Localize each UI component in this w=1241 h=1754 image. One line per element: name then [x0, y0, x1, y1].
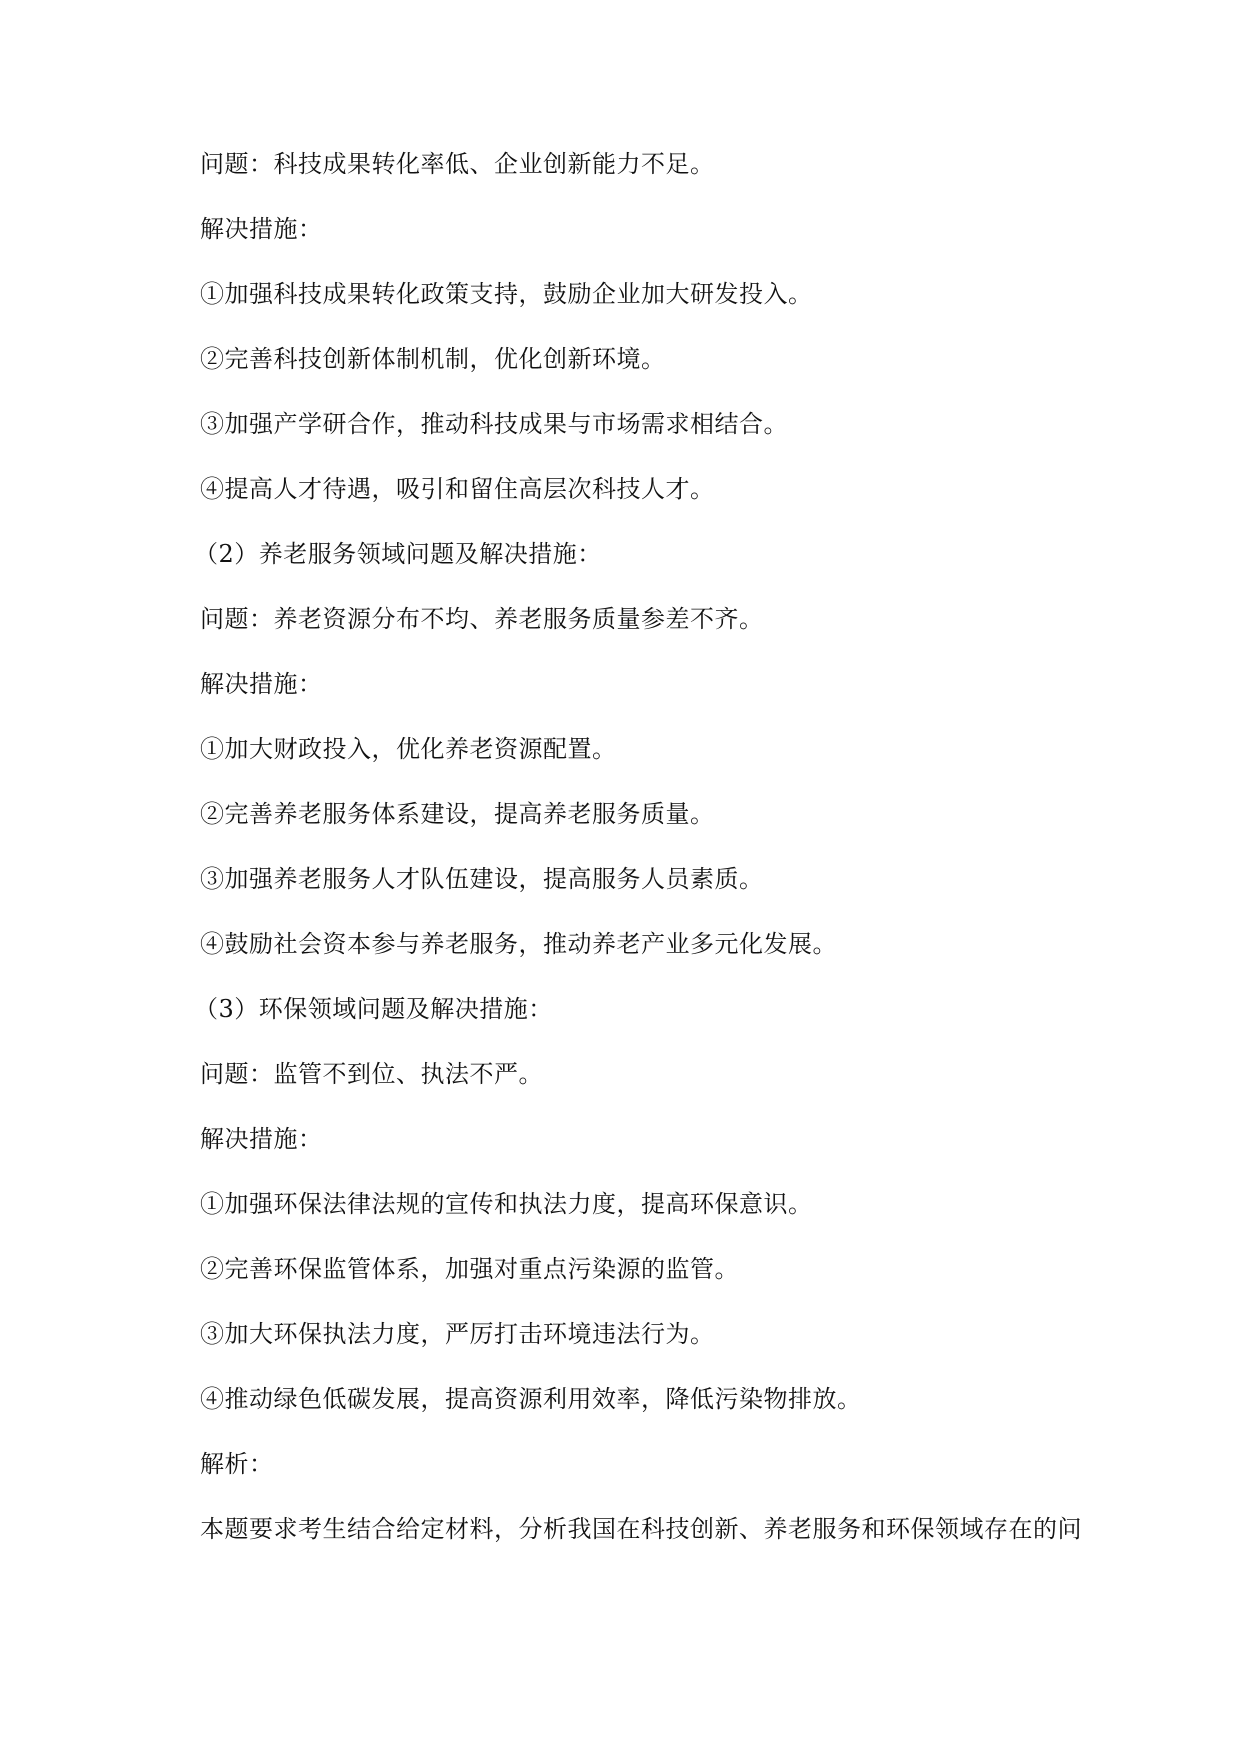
problem-elderly: 问题：养老资源分布不均、养老服务质量参差不齐。 [200, 605, 764, 633]
measure-tech-1: ①加强科技成果转化政策支持，鼓励企业加大研发投入。 [200, 280, 813, 308]
measure-tech-2: ②完善科技创新体制机制，优化创新环境。 [200, 345, 666, 373]
measure-tech-3: ③加强产学研合作，推动科技成果与市场需求相结合。 [200, 410, 788, 438]
measure-environment-3: ③加大环保执法力度，严厉打击环境违法行为。 [200, 1320, 715, 1348]
section-heading-environment: （3）环保领域问题及解决措施： [194, 995, 553, 1023]
problem-tech: 问题：科技成果转化率低、企业创新能力不足。 [200, 150, 715, 178]
section-heading-elderly: （2）养老服务领域问题及解决措施： [194, 540, 602, 568]
measure-elderly-2: ②完善养老服务体系建设，提高养老服务质量。 [200, 800, 715, 828]
measure-environment-2: ②完善环保监管体系，加强对重点污染源的监管。 [200, 1255, 739, 1283]
measure-elderly-1: ①加大财政投入，优化养老资源配置。 [200, 735, 617, 763]
problem-environment: 问题：监管不到位、执法不严。 [200, 1060, 543, 1088]
analysis-label: 解析： [200, 1450, 274, 1478]
measure-environment-4: ④推动绿色低碳发展，提高资源利用效率，降低污染物排放。 [200, 1385, 862, 1413]
measure-elderly-3: ③加强养老服务人才队伍建设，提高服务人员素质。 [200, 865, 764, 893]
analysis-text: 本题要求考生结合给定材料，分析我国在科技创新、养老服务和环保领域存在的问 [200, 1515, 1082, 1543]
measure-environment-1: ①加强环保法律法规的宣传和执法力度，提高环保意识。 [200, 1190, 813, 1218]
measure-elderly-4: ④鼓励社会资本参与养老服务，推动养老产业多元化发展。 [200, 930, 837, 958]
document-body [194, 148, 1100, 1578]
measures-label-elderly: 解决措施： [200, 670, 323, 698]
measures-label-tech: 解决措施： [200, 215, 323, 243]
measure-tech-4: ④提高人才待遇，吸引和留住高层次科技人才。 [200, 475, 715, 503]
measures-label-environment: 解决措施： [200, 1125, 323, 1153]
